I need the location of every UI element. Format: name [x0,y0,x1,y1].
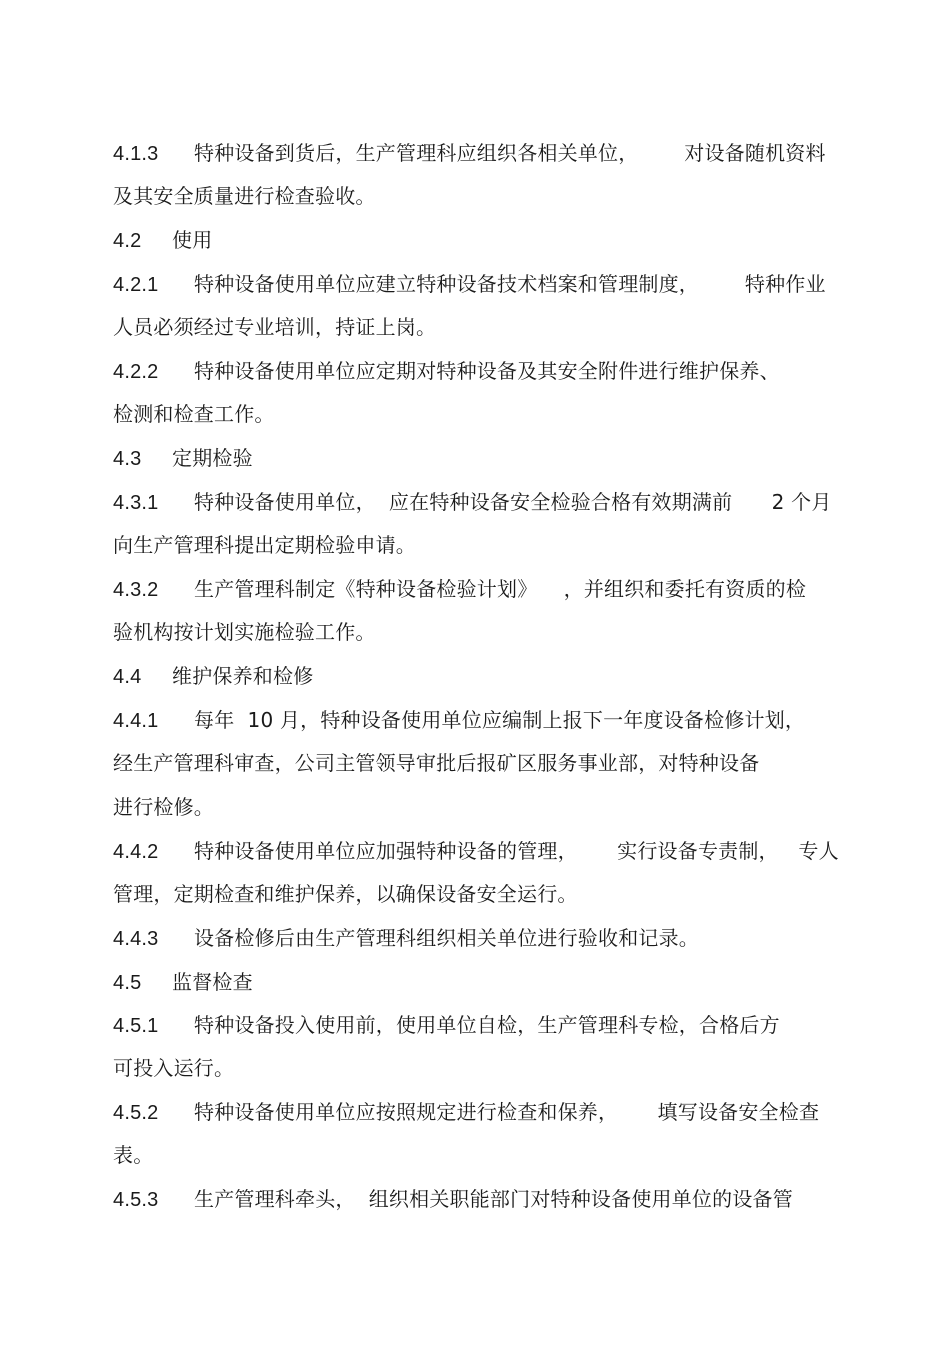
clause-text: 特种设备到货后，生产管理科应组织各相关单位， 对设备随机资料 [194,141,826,165]
paragraph-line [113,577,806,602]
clause-text: 特种设备使用单位应按照规定进行检查和保养， 填写设备安全检查 [194,1100,820,1124]
paragraph-line [113,1143,153,1167]
clause-number: 4.5.1 [113,1015,159,1037]
section-number: 4.3 [113,448,142,470]
clause-text: 特种设备使用单位， 应在特种设备安全检验合格有效期满前 2 个月 [194,490,832,514]
clause-text: 检测和检查工作。 [113,402,275,426]
paragraph-line [113,272,826,297]
clause-number: 4.3.1 [113,492,159,514]
paragraph-line [113,926,699,951]
clause-number: 4.5.2 [113,1102,159,1124]
section-title: 维护保养和检修 [172,664,314,688]
paragraph-line [113,708,805,733]
section-number: 4.2 [113,230,142,252]
clause-text: 设备检修后由生产管理科组织相关单位进行验收和记录。 [194,926,699,950]
section-heading [113,970,253,995]
clause-text: 及其安全质量进行检查验收。 [113,184,376,208]
section-heading [113,664,313,689]
paragraph-line [113,184,376,208]
paragraph-line [113,1056,234,1080]
section-title: 使用 [172,228,213,252]
clause-number: 4.4.1 [113,710,159,732]
paragraph-line [113,882,578,906]
paragraph-line [113,141,826,166]
clause-text: 进行检修。 [113,795,214,819]
clause-text: 管理，定期检查和维护保养，以确保设备安全运行。 [113,882,578,906]
paragraph-line [113,751,759,775]
paragraph-line [113,402,275,426]
clause-number: 4.2.2 [113,361,159,383]
clause-text: 人员必须经过专业培训，持证上岗。 [113,315,437,339]
section-title: 监督检查 [172,970,253,994]
clause-number: 4.3.2 [113,579,159,601]
section-heading [113,446,253,471]
clause-text: 每年 10 月，特种设备使用单位应编制上报下一年度设备检修计划， [194,708,806,732]
paragraph-line [113,1100,819,1125]
clause-number: 4.2.1 [113,274,159,296]
paragraph-line [113,490,832,515]
clause-text: 特种设备使用单位应定期对特种设备及其安全附件进行维护保养、 [194,359,780,383]
clause-text: 经生产管理科审查，公司主管领导审批后报矿区服务事业部，对特种设备 [113,751,760,775]
clause-text: 向生产管理科提出定期检验申请。 [113,533,416,557]
clause-number: 4.5.3 [113,1189,159,1211]
paragraph-line [113,1013,780,1038]
paragraph-line [113,795,214,819]
section-heading [113,228,212,253]
paragraph-line [113,315,436,339]
paragraph-line [113,533,416,557]
clause-text: 特种设备使用单位应建立特种设备技术档案和管理制度， 特种作业 [194,272,826,296]
paragraph-line [113,620,376,644]
clause-number: 4.4.2 [113,841,159,863]
clause-text: 特种设备投入使用前，使用单位自检，生产管理科专检，合格后方 [194,1013,780,1037]
section-number: 4.4 [113,666,142,688]
section-number: 4.5 [113,972,142,994]
clause-number: 4.1.3 [113,143,159,165]
clause-text: 特种设备使用单位应加强特种设备的管理， 实行设备专责制， 专人 [194,839,839,863]
clause-text: 表。 [113,1143,154,1167]
paragraph-line [113,839,839,864]
clause-text: 可投入运行。 [113,1056,235,1080]
clause-text: 验机构按计划实施检验工作。 [113,620,376,644]
paragraph-line [113,1187,793,1212]
clause-text: 生产管理科制定《特种设备检验计划》 ，并组织和委托有资质的检 [194,577,807,601]
clause-text: 生产管理科牵头， 组织相关职能部门对特种设备使用单位的设备管 [194,1187,793,1211]
paragraph-line [113,359,780,384]
section-title: 定期检验 [172,446,253,470]
clause-number: 4.4.3 [113,928,159,950]
